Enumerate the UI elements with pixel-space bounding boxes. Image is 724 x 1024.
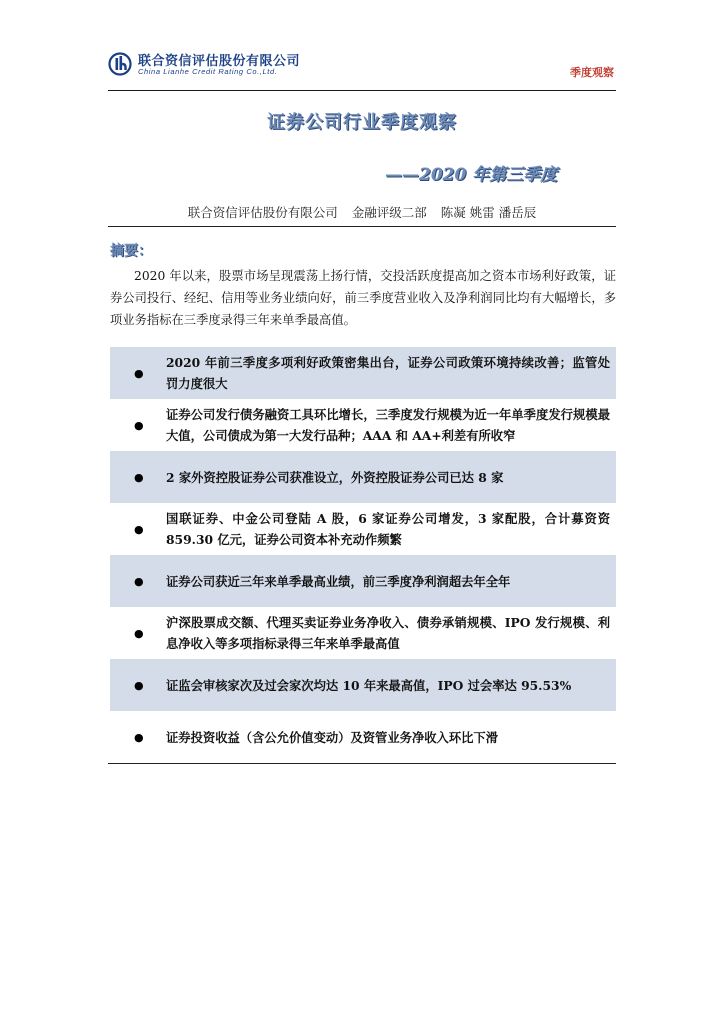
highlight-text: 2020 年前三季度多项利好政策密集出台，证券公司政策环境持续改善；监管处罚力度很大	[166, 355, 610, 391]
bullet-icon: ●	[134, 522, 144, 536]
highlight-text: 沪深股票成交额、代理买卖证券业务净收入、债券承销规模、IPO 发行规模、利息净收入等多项指标录得三年来单季最高值	[166, 615, 610, 651]
bullet-icon: ●	[134, 730, 144, 744]
highlight-item	[110, 659, 616, 711]
highlight-item	[110, 503, 616, 555]
bullet-icon: ●	[134, 626, 144, 640]
highlight-item	[110, 711, 616, 763]
bullet-icon: ●	[134, 366, 144, 380]
highlight-text: 国联证券、中金公司登陆 A 股，6 家证券公司增发，3 家配股，合计募资资 859.30 亿元，证券公司资本补充动作频繁	[166, 511, 610, 547]
highlight-item	[110, 555, 616, 607]
highlight-text: 证监会审核家次及过会家次均达 10 年来最高值，IPO 过会率达 95.53%	[166, 677, 572, 693]
section-tag: 季度观察	[570, 66, 614, 79]
highlight-item	[110, 399, 616, 451]
lianhe-logo-icon	[108, 52, 132, 76]
author-company: 联合资信评估股份有限公司	[187, 205, 338, 220]
abstract-text: 2020 年以来，股票市场呈现震荡上扬行情，交投活跃度提高加之资本市场利好政策，证券公司投行、经纪、信用等业务业绩向好，前三季度营业收入及净利润同比均有大幅增长，多项业务指标在三季度录得三年来单季最高值。	[110, 269, 616, 327]
highlight-text: 证券公司获近三年来单季最高业绩，前三季度净利润超去年全年	[166, 573, 511, 589]
highlights-list	[110, 347, 616, 763]
top-divider	[108, 226, 616, 227]
author-line	[0, 203, 724, 221]
highlight-text: 证券公司发行债务融资工具环比增长，三季度发行规模为近一年单季度发行规模最大值，公司债成为第一大发行品种；AAA 和 AA+利差有所收窄	[166, 407, 610, 443]
highlight-item	[110, 451, 616, 503]
highlight-item	[110, 607, 616, 659]
highlight-text: 2 家外资控股证券公司获准设立，外资控股证券公司已达 8 家	[166, 469, 504, 485]
bullet-icon: ●	[134, 678, 144, 692]
abstract-label: 摘要：	[110, 243, 152, 259]
page-header	[108, 50, 616, 91]
author-department: 金融评级二部	[351, 205, 427, 220]
highlight-item	[110, 347, 616, 399]
org-name-en: China Lianhe Credit Rating Co.,Ltd.	[138, 67, 278, 76]
bullet-icon: ●	[134, 470, 144, 484]
highlight-text: 证券投资收益（含公允价值变动）及资管业务净收入环比下滑	[166, 729, 499, 745]
bullet-icon: ●	[134, 418, 144, 432]
report-title: 证券公司行业季度观察	[267, 112, 457, 133]
bullet-icon: ●	[134, 574, 144, 588]
author-names: 陈凝 姚雷 潘岳辰	[440, 205, 537, 220]
report-subtitle: ——2020 年第三季度	[385, 165, 558, 185]
org-name-cn: 联合资信评估股份有限公司	[138, 54, 301, 69]
bottom-divider	[108, 763, 616, 764]
